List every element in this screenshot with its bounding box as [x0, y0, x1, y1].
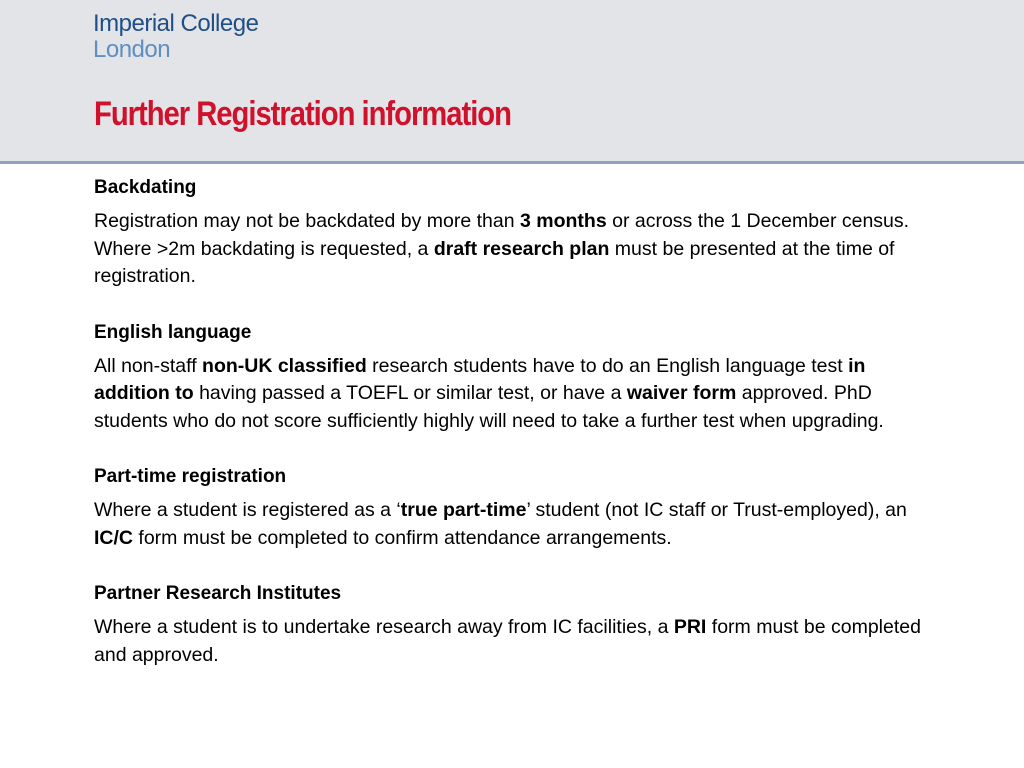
body-text: must be presented at the time of registration.: [94, 237, 895, 287]
section-body: [94, 497, 939, 552]
body-emphasis: in addition to: [94, 354, 866, 404]
body-text: Where a student is to undertake research away from IC facilities, a: [94, 616, 674, 638]
section-body: [94, 208, 939, 291]
body-text: ’ student (not IC staff or Trust-employed), an: [526, 499, 907, 521]
body-emphasis: draft research plan: [433, 237, 610, 260]
body-text: having passed a TOEFL or similar test, or have a: [193, 382, 627, 404]
body-text: form must be completed to confirm attendance arrangements.: [133, 526, 672, 549]
section-body: [94, 614, 939, 669]
section-heading: Part-time registration: [94, 466, 287, 487]
section-part-time-registration: [94, 465, 939, 552]
header-band: [0, 0, 1024, 164]
section-partner-research-institutes: [94, 582, 939, 669]
body-text: Where a student is registered as a ‘: [94, 499, 401, 521]
body-emphasis: true part-time: [400, 499, 527, 521]
imperial-college-logo: [93, 11, 258, 63]
section-heading: Partner Research Institutes: [94, 583, 342, 604]
section-backdating: [94, 176, 939, 291]
body-emphasis: PRI: [673, 616, 707, 638]
body-text: approved. PhD students who do not score sufficiently highly will need to take a further test when upgrading.: [94, 382, 884, 432]
slide-content: [94, 176, 939, 699]
section-heading: Backdating: [94, 177, 197, 198]
body-emphasis: 3 months: [520, 210, 607, 232]
section-heading: English language: [94, 321, 252, 343]
logo-line-2: London: [93, 36, 171, 63]
body-emphasis: non-UK classified: [202, 354, 367, 377]
body-text: form must be completed and approved.: [94, 616, 921, 666]
body-text: or across the 1 December census. Where >2m backdating is requested, a: [94, 210, 910, 260]
section-english-language: [94, 321, 939, 436]
body-text: All non-staff: [94, 354, 203, 377]
section-body: [94, 353, 939, 436]
body-emphasis: waiver form: [626, 382, 737, 404]
logo-line-1: Imperial College: [93, 10, 259, 37]
body-emphasis: IC/C: [94, 526, 133, 549]
body-text: Registration may not be backdated by more than: [94, 210, 520, 232]
body-text: research students have to do an English language test: [366, 354, 849, 377]
slide-title: Further Registration information: [94, 95, 511, 133]
